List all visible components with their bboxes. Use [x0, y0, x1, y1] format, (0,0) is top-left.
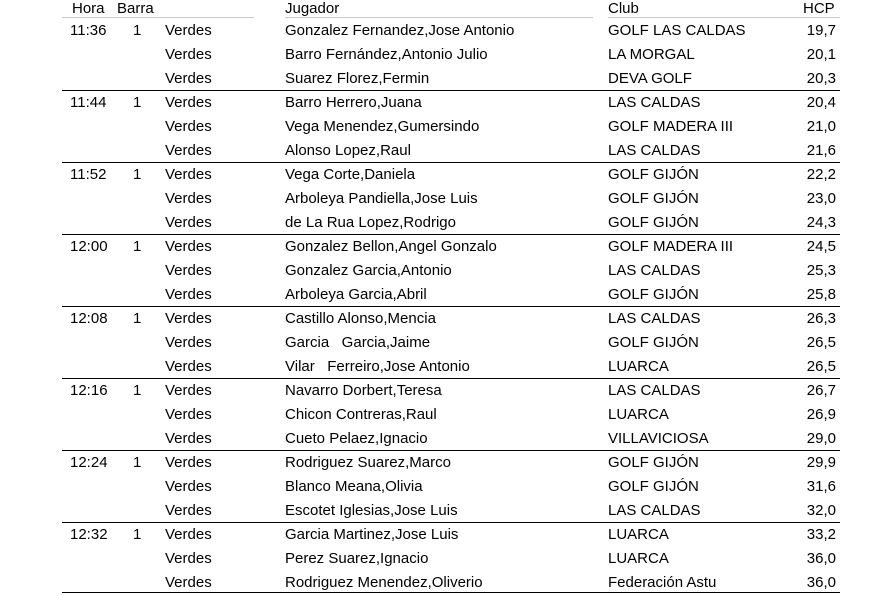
player-club: LAS CALDAS: [608, 142, 701, 159]
player-hcp: 29,0: [806, 430, 836, 447]
tee-time-group: [62, 19, 840, 91]
tee-number: 1: [133, 310, 142, 327]
tee-number: 1: [133, 22, 142, 39]
header-jugador: Jugador: [285, 0, 340, 17]
player-name: Gonzalez Fernandez,Jose Antonio: [285, 22, 515, 39]
tee-number: 1: [133, 94, 142, 111]
table-row: [62, 283, 840, 307]
player-club: LAS CALDAS: [608, 94, 701, 111]
player-club: LUARCA: [608, 406, 669, 423]
table-row: [62, 235, 840, 259]
tee-color: Verdes: [165, 46, 212, 63]
player-name: Chicon Contreras,Raul: [285, 406, 437, 423]
tee-time: 12:24: [70, 454, 108, 471]
player-name: Vilar Ferreiro,Jose Antonio: [285, 358, 470, 375]
player-hcp: 31,6: [806, 478, 836, 495]
header-rule: [285, 17, 593, 18]
player-name: Arboleya Pandiella,Jose Luis: [285, 190, 478, 207]
header-rule: [62, 17, 254, 18]
tee-time-group: [62, 306, 840, 379]
table-row: [62, 19, 840, 43]
player-club: LAS CALDAS: [608, 310, 701, 327]
tee-color: Verdes: [165, 526, 212, 543]
tee-time: 12:08: [70, 310, 108, 327]
player-hcp: 20,3: [806, 70, 836, 87]
table-bottom-rule: [62, 592, 840, 593]
player-club: GOLF MADERA III: [608, 118, 734, 135]
tee-time-group: [62, 234, 840, 307]
tee-time: 12:16: [70, 382, 108, 399]
tee-time-group: [62, 450, 840, 523]
tee-color: Verdes: [165, 70, 212, 87]
player-hcp: 32,0: [806, 502, 836, 519]
player-name: Rodriguez Suarez,Marco: [285, 454, 451, 471]
player-club: GOLF GIJÓN: [608, 214, 699, 231]
header-hcp: HCP: [803, 0, 835, 17]
player-hcp: 26,5: [806, 358, 836, 375]
player-hcp: 26,9: [806, 406, 836, 423]
table-row: [62, 499, 840, 523]
table-row: [62, 355, 840, 379]
player-club: GOLF GIJÓN: [608, 190, 699, 207]
player-hcp: 20,1: [806, 46, 836, 63]
table-row: [62, 91, 840, 115]
tee-color: Verdes: [165, 190, 212, 207]
player-name: Cueto Pelaez,Ignacio: [285, 430, 428, 447]
player-name: Vega Corte,Daniela: [285, 166, 416, 183]
player-hcp: 20,4: [806, 94, 836, 111]
table-header: [0, 0, 880, 18]
player-club: LA MORGAL: [608, 46, 695, 63]
tee-number: 1: [133, 166, 142, 183]
player-hcp: 22,2: [806, 166, 836, 183]
tee-color: Verdes: [165, 310, 212, 327]
tee-number: 1: [133, 238, 142, 255]
player-name: Blanco Meana,Olivia: [285, 478, 423, 495]
table-row: [62, 67, 840, 91]
player-hcp: 24,5: [806, 238, 836, 255]
player-club: Federación Astu: [608, 574, 717, 591]
player-club: GOLF LAS CALDAS: [608, 22, 746, 39]
tee-color: Verdes: [165, 430, 212, 447]
player-name: Perez Suarez,Ignacio: [285, 550, 429, 567]
player-club: VILLAVICIOSA: [608, 430, 709, 447]
tee-color: Verdes: [165, 382, 212, 399]
table-row: [62, 331, 840, 355]
header-club: Club: [608, 0, 639, 17]
player-club: GOLF GIJÓN: [608, 478, 699, 495]
tee-color: Verdes: [165, 334, 212, 351]
tee-color: Verdes: [165, 502, 212, 519]
player-hcp: 21,6: [806, 142, 836, 159]
table-row: [62, 451, 840, 475]
player-club: LAS CALDAS: [608, 262, 701, 279]
tee-color: Verdes: [165, 214, 212, 231]
player-hcp: 25,3: [806, 262, 836, 279]
player-name: Vega Menendez,Gumersindo: [285, 118, 480, 135]
player-hcp: 25,8: [806, 286, 836, 303]
player-name: Barro Herrero,Juana: [285, 94, 422, 111]
player-club: GOLF GIJÓN: [608, 166, 699, 183]
player-hcp: 26,5: [806, 334, 836, 351]
tee-time-group: [62, 90, 840, 163]
player-hcp: 26,7: [806, 382, 836, 399]
tee-time-group: [62, 162, 840, 235]
tee-time: 12:00: [70, 238, 108, 255]
player-club: GOLF GIJÓN: [608, 334, 699, 351]
tee-color: Verdes: [165, 574, 212, 591]
player-name: Castillo Alonso,Mencia: [285, 310, 436, 327]
tee-time: 11:36: [70, 22, 107, 39]
player-hcp: 24,3: [806, 214, 836, 231]
tee-color: Verdes: [165, 118, 212, 135]
table-row: [62, 187, 840, 211]
player-name: Navarro Dorbert,Teresa: [285, 382, 442, 399]
header-hora: Hora: [72, 0, 105, 17]
table-row: [62, 259, 840, 283]
table-row: [62, 139, 840, 163]
header-barra: Barra: [117, 0, 154, 17]
player-club: LAS CALDAS: [608, 502, 701, 519]
player-name: Garcia Martinez,Jose Luis: [285, 526, 459, 543]
player-name: Gonzalez Garcia,Antonio: [285, 262, 452, 279]
player-club: GOLF MADERA III: [608, 238, 734, 255]
player-name: Arboleya Garcia,Abril: [285, 286, 427, 303]
player-club: LAS CALDAS: [608, 382, 701, 399]
player-hcp: 26,3: [806, 310, 836, 327]
player-hcp: 36,0: [806, 550, 836, 567]
table-row: [62, 163, 840, 187]
player-hcp: 36,0: [806, 574, 836, 591]
table-row: [62, 475, 840, 499]
tee-color: Verdes: [165, 286, 212, 303]
tee-color: Verdes: [165, 406, 212, 423]
table-row: [62, 379, 840, 403]
tee-time: 12:32: [70, 526, 108, 543]
tee-color: Verdes: [165, 262, 212, 279]
player-name: de La Rua Lopez,Rodrigo: [285, 214, 456, 231]
tee-color: Verdes: [165, 358, 212, 375]
tee-number: 1: [133, 382, 142, 399]
player-club: GOLF GIJÓN: [608, 454, 699, 471]
player-name: Escotet Iglesias,Jose Luis: [285, 502, 458, 519]
table-row: [62, 115, 840, 139]
player-club: LUARCA: [608, 358, 669, 375]
player-hcp: 23,0: [806, 190, 836, 207]
player-name: Gonzalez Bellon,Angel Gonzalo: [285, 238, 497, 255]
table-row: [62, 427, 840, 451]
tee-color: Verdes: [165, 142, 212, 159]
player-club: LUARCA: [608, 526, 669, 543]
player-club: LUARCA: [608, 550, 669, 567]
tee-color: Verdes: [165, 550, 212, 567]
table-row: [62, 307, 840, 331]
tee-time: 11:52: [70, 166, 107, 183]
tee-color: Verdes: [165, 22, 212, 39]
player-name: Barro Fernández,Antonio Julio: [285, 46, 488, 63]
player-name: Garcia Garcia,Jaime: [285, 334, 431, 351]
player-hcp: 21,0: [806, 118, 836, 135]
table-row: [62, 403, 840, 427]
player-hcp: 19,7: [806, 22, 836, 39]
table-row: [62, 523, 840, 547]
table-row: [62, 547, 840, 571]
player-hcp: 29,9: [806, 454, 836, 471]
player-hcp: 33,2: [806, 526, 836, 543]
player-name: Suarez Florez,Fermin: [285, 70, 430, 87]
tee-number: 1: [133, 526, 142, 543]
header-rule: [608, 17, 840, 18]
tee-color: Verdes: [165, 166, 212, 183]
tee-color: Verdes: [165, 454, 212, 471]
tee-time-group: [62, 378, 840, 451]
table-row: [62, 211, 840, 235]
player-club: DEVA GOLF: [608, 70, 692, 87]
table-row: [62, 43, 840, 67]
tee-color: Verdes: [165, 478, 212, 495]
tee-number: 1: [133, 454, 142, 471]
tee-time: 11:44: [70, 94, 107, 111]
player-name: Rodriguez Menendez,Oliverio: [285, 574, 483, 591]
player-club: GOLF GIJÓN: [608, 286, 699, 303]
tee-color: Verdes: [165, 238, 212, 255]
tee-color: Verdes: [165, 94, 212, 111]
tee-time-group: [62, 522, 840, 595]
player-name: Alonso Lopez,Raul: [285, 142, 411, 159]
